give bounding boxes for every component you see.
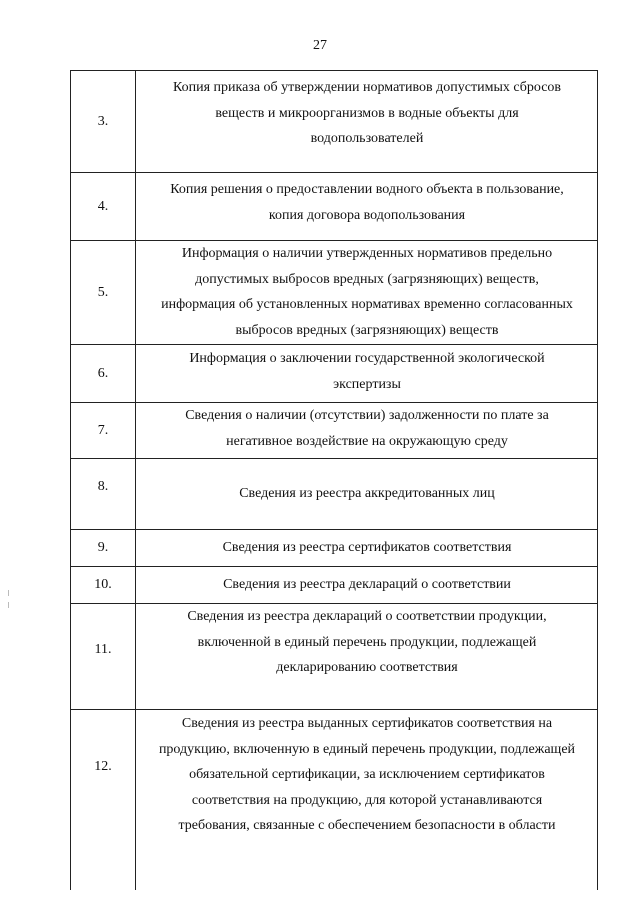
table-row xyxy=(71,566,597,603)
text-line: негативное воздействие на окружающую среду xyxy=(226,433,508,449)
text-line: Сведения из реестра деклараций о соответствии xyxy=(223,577,511,593)
row-number: 12. xyxy=(71,710,136,890)
row-text xyxy=(137,403,597,454)
row-text xyxy=(137,604,597,681)
text-line: Сведения о наличии (отсутствии) задолженности по плате за xyxy=(185,408,549,423)
text-line: декларированию соответствия xyxy=(276,660,458,675)
row-text xyxy=(137,241,597,343)
row-number: 11. xyxy=(71,604,136,709)
row-number: 6. xyxy=(71,345,136,402)
text-line: копия договора водопользования xyxy=(268,207,466,223)
table-row xyxy=(71,172,597,240)
table-row xyxy=(71,240,597,344)
table-row xyxy=(71,402,597,458)
row-text xyxy=(137,530,597,566)
table-row xyxy=(71,529,597,566)
text-line: Сведения из реестра выданных сертификатов соответствия на xyxy=(181,716,553,731)
table-row xyxy=(71,709,597,890)
text-line: экспертизы xyxy=(333,376,401,392)
row-number: 10. xyxy=(71,567,136,603)
table-row xyxy=(71,458,597,529)
text-line: водопользователей xyxy=(310,131,424,146)
text-line: информация об установленных нормативах временно согласованных xyxy=(161,297,573,312)
page-number: 27 xyxy=(313,38,327,53)
row-number: 3. xyxy=(71,71,136,172)
row-number: 7. xyxy=(71,403,136,458)
row-text xyxy=(137,75,597,152)
row-text xyxy=(137,711,597,839)
text-line: Копия решения о предоставлении водного объекта в пользование, xyxy=(170,182,564,197)
text-line: требования, связанные с обеспечением безопасности в области xyxy=(178,818,556,833)
row-text xyxy=(137,459,597,529)
table-row xyxy=(71,344,597,402)
text-line: обязательной сертификации, за исключением сертификатов xyxy=(189,767,545,782)
row-text xyxy=(137,177,597,228)
row-number: 5. xyxy=(71,241,136,344)
row-number: 9. xyxy=(71,530,136,566)
text-line: включенной в единый перечень продукции, подлежащей xyxy=(197,634,537,650)
row-number: 8. xyxy=(71,459,136,529)
table-row xyxy=(71,71,597,172)
text-line: Сведения из реестра сертификатов соответствия xyxy=(222,540,512,556)
documents-table xyxy=(70,70,598,890)
text-line: Информация о наличии утвержденных нормативов предельно xyxy=(181,246,553,261)
text-line: Сведения из реестра деклараций о соответствии продукции, xyxy=(187,609,547,624)
scan-mark xyxy=(8,590,9,596)
text-line: допустимых выбросов вредных (загрязняющих) веществ, xyxy=(195,271,539,287)
text-line: Информация о заключении государственной экологической xyxy=(189,351,545,366)
row-text xyxy=(137,567,597,603)
text-line: выбросов вредных (загрязняющих) веществ xyxy=(235,322,499,338)
text-line: Сведения из реестра аккредитованных лиц xyxy=(239,486,495,502)
row-text xyxy=(137,346,597,397)
row-number: 4. xyxy=(71,173,136,240)
text-line: продукцию, включенную в единый перечень продукции, подлежащей xyxy=(158,741,576,757)
text-line: веществ и микроорганизмов в водные объекты для xyxy=(215,105,519,121)
scan-mark xyxy=(8,602,9,608)
text-line: Копия приказа об утверждении нормативов допустимых сбросов xyxy=(172,80,562,95)
text-line: соответствия на продукцию, для которой устанавливаются xyxy=(191,792,543,808)
table-row xyxy=(71,603,597,709)
